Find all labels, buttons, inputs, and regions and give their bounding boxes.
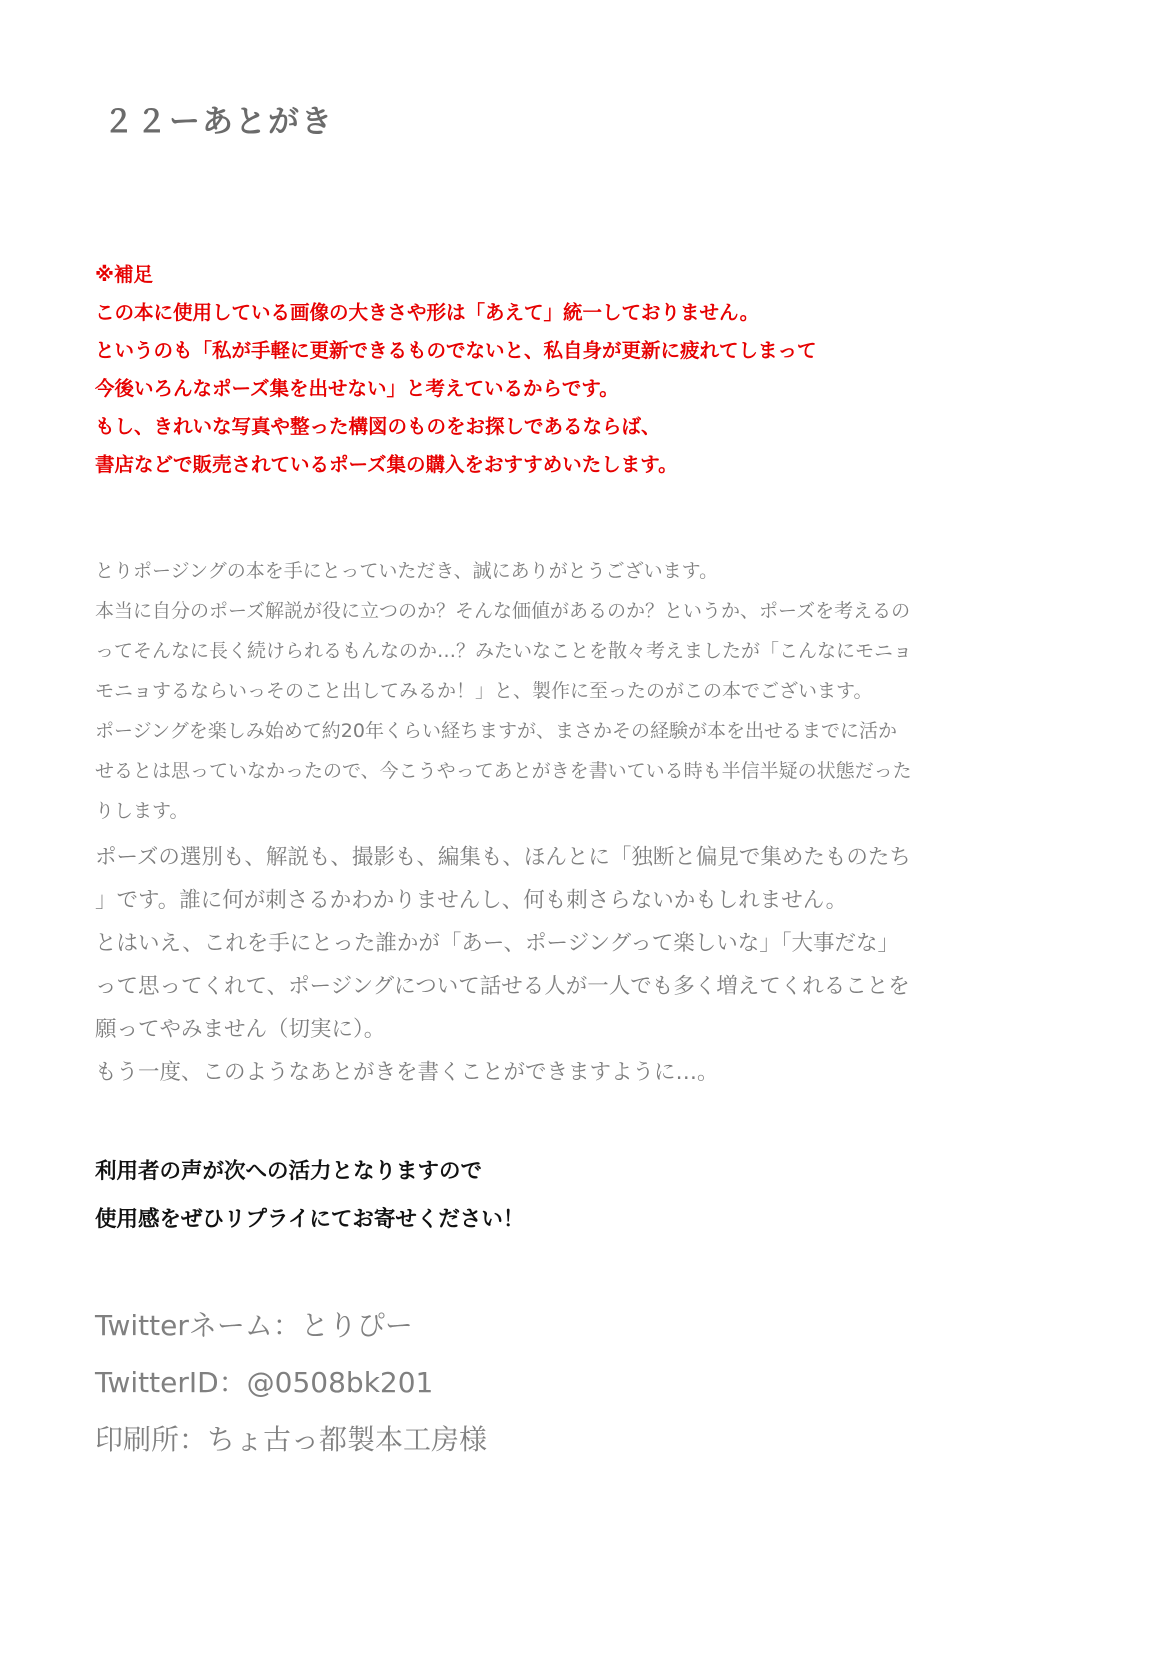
paragraph-line: もう一度、このようなあとがきを書くことができますように…。 (95, 1060, 719, 1085)
afterword-paragraph-2 (95, 836, 911, 1094)
paragraph-line: ってそんなに長く続けられるもんなのか…？みたいなことを散々考えましたが「こんなにモニョ (95, 640, 913, 662)
paragraph-line: とりポージングの本を手にとっていただき、誠にありがとうございます。 (95, 560, 719, 582)
paragraph-line: 」です。誰に何が刺さるかわかりませんし、何も刺さらないかもしれません。 (95, 888, 848, 913)
supplementary-note (95, 256, 817, 484)
paragraph-line: りします。 (95, 800, 189, 822)
paragraph-line: とはいえ、これを手にとった誰かが「あー、ポージングって楽しいな」「大事だな」 (95, 931, 899, 956)
feedback-request (95, 1148, 524, 1244)
note-line: というのも「私が手軽に更新できるものでないと、私自身が更新に疲れてしまって (95, 339, 817, 362)
note-heading: ※補足 (95, 263, 153, 286)
printer-name: 印刷所：ちょ古っ都製本工房様 (95, 1423, 488, 1456)
feedback-line: 使用感をぜひリプライにてお寄せください！ (95, 1207, 525, 1232)
paragraph-line: ポーズの選別も、解説も、撮影も、編集も、ほんとに「独断と偏見で集めたものたち (95, 845, 911, 870)
twitter-id: TwitterID：@0508bk201 (95, 1366, 434, 1399)
paragraph-line: ポージングを楽しみ始めて約20年くらい経ちますが、まさかその経験が本を出せるまでに活か (95, 720, 897, 742)
paragraph-line: って思ってくれて、ポージングについて話せる人が一人でも多く増えてくれることを (95, 974, 910, 999)
afterword-paragraph-1 (95, 551, 912, 831)
paragraph-line: 願ってやみません（切実に）。 (95, 1017, 386, 1042)
note-line: 今後いろんなポーズ集を出せない」と考えているからです。 (95, 377, 619, 400)
feedback-line: 利用者の声が次への活力となりますので (95, 1159, 483, 1184)
note-line: もし、きれいな写真や整った構図のものをお探しであるならば、 (95, 415, 661, 438)
twitter-name: Twitterネーム：とりぴー (95, 1309, 413, 1342)
note-line: 書店などで販売されているポーズ集の購入をおすすめいたします。 (95, 453, 678, 476)
paragraph-line: モニョするならいっそのこと出してみるか！」と、製作に至ったのがこの本でございます。 (95, 680, 873, 702)
author-info (95, 1297, 487, 1468)
paragraph-line: 本当に自分のポーズ解説が役に立つのか？そんな価値があるのか？というか、ポーズを考えるの (95, 600, 911, 622)
paragraph-line: せるとは思っていなかったので、今こうやってあとがきを書いている時も半信半疑の状態だった (95, 760, 912, 782)
page-title: ２２ーあとがき (103, 104, 334, 140)
note-line: この本に使用している画像の大きさや形は「あえて」統一しておりません。 (95, 301, 760, 324)
